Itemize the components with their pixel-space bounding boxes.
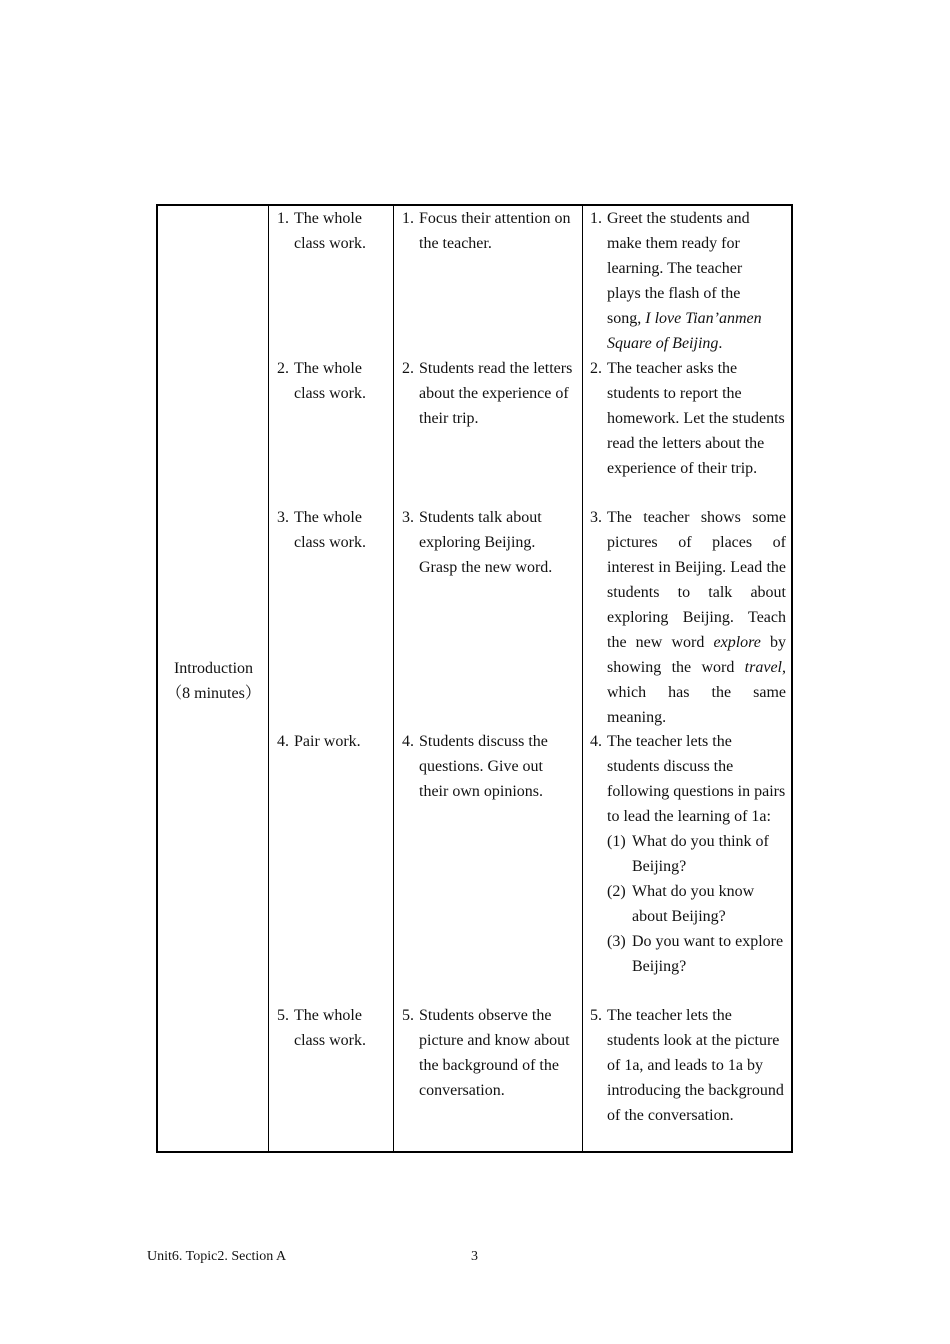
student-item-1: 1. Focus their attention on the teacher. xyxy=(402,206,574,256)
student-text: Students discuss the questions. Give out their own opinions. xyxy=(419,733,548,800)
stage-name: Introduction xyxy=(173,660,254,677)
teacher-item-2: 2. The teacher asks the students to report the homework. Let the students read the letters about the experience of their trip. xyxy=(590,356,786,481)
form-column xyxy=(277,206,389,1151)
student-item-2: 2. Students read the letters about the experience of their trip. xyxy=(402,356,574,431)
form-item-2: 2. The whole class work. xyxy=(277,356,389,406)
teacher-text: Greet the students and make them ready for learning. The teacher plays the flash of the song, I love Tian’anmen Square of Beijing. xyxy=(607,210,762,352)
word-explore: explore xyxy=(713,634,761,651)
song-title: I love Tian’anmen Square of Beijing xyxy=(607,310,762,352)
column-divider xyxy=(582,206,583,1151)
student-column xyxy=(402,206,574,1151)
page-number: 3 xyxy=(471,1249,478,1264)
stage-cell xyxy=(158,656,269,706)
student-item-3: 3. Students talk about exploring Beijing. Grasp the new word. xyxy=(402,505,574,580)
form-text: The whole class work. xyxy=(294,210,366,252)
student-text: Students read the letters about the experience of their trip. xyxy=(419,360,573,427)
teacher-text: The teacher shows some pictures of places of interest in Beijing. Lead the students to talk about exploring Beijing. Teach the new word explore by showing the word travel, which has the same meaning. xyxy=(607,509,787,726)
student-text: Focus their attention on the teacher. xyxy=(419,210,571,252)
teacher-text: The teacher lets the students discuss the following questions in pairs to lead the learning of 1a: (1) What do you think of Beijing? (2) What do you know about Beijing? (3) Do you want to explore Beijing? xyxy=(590,729,786,979)
student-text: Students observe the picture and know about the background of the conversation. xyxy=(419,1007,570,1099)
teacher-item-1: 1. Greet the students and make them ready for learning. The teacher plays the flash of the song, I love Tian’anmen Square of Beijing. xyxy=(590,206,786,356)
form-text: The whole class work. xyxy=(294,1007,366,1049)
student-item-5: 5. Students observe the picture and know about the background of the conversation. xyxy=(402,1003,574,1103)
teacher-item-5: 5. The teacher lets the students look at the picture of 1a, and leads to 1a by introducing the background of the conversation. xyxy=(590,1003,786,1128)
form-text: The whole class work. xyxy=(294,509,366,551)
teacher-text: The teacher lets the students look at the picture of 1a, and leads to 1a by introducing the background of the conversation. xyxy=(607,1007,784,1124)
stage-duration: （8 minutes） xyxy=(166,685,261,702)
question-1: (1) What do you think of Beijing? xyxy=(607,833,769,875)
word-travel: travel xyxy=(744,659,782,676)
form-text: Pair work. xyxy=(294,733,361,750)
form-item-3: 3. The whole class work. xyxy=(277,505,389,555)
teacher-item-4: 4. The teacher lets the students discuss the following questions in pairs to lead the learning of 1a: (1) What do you think of Beijing? (2) What do you know about Beijing? (3) Do you want to explore Beijing? xyxy=(590,729,786,979)
column-divider xyxy=(393,206,394,1151)
teacher-text: The teacher asks the students to report the homework. Let the students read the letters about the experience of their trip. xyxy=(607,360,785,477)
teacher-column xyxy=(590,206,786,1151)
footer-section-label: Unit6. Topic2. Section A xyxy=(147,1249,287,1264)
lesson-table xyxy=(156,204,793,1153)
question-3: (3) Do you want to explore Beijing? xyxy=(607,933,784,975)
student-item-4: 4. Students discuss the questions. Give out their own opinions. xyxy=(402,729,574,804)
student-text: Students talk about exploring Beijing. Grasp the new word. xyxy=(419,509,553,576)
form-item-4: 4. Pair work. xyxy=(277,729,389,754)
form-text: The whole class work. xyxy=(294,360,366,402)
question-2: (2) What do you know about Beijing? xyxy=(607,883,755,925)
form-item-5: 5. The whole class work. xyxy=(277,1003,389,1053)
teacher-item-3: 3. The teacher shows some pictures of places of interest in Beijing. Lead the students to talk about exploring Beijing. Teach the new word explore by showing the word travel, which has the same meaning. xyxy=(590,505,786,730)
form-item-1: 1. The whole class work. xyxy=(277,206,389,256)
